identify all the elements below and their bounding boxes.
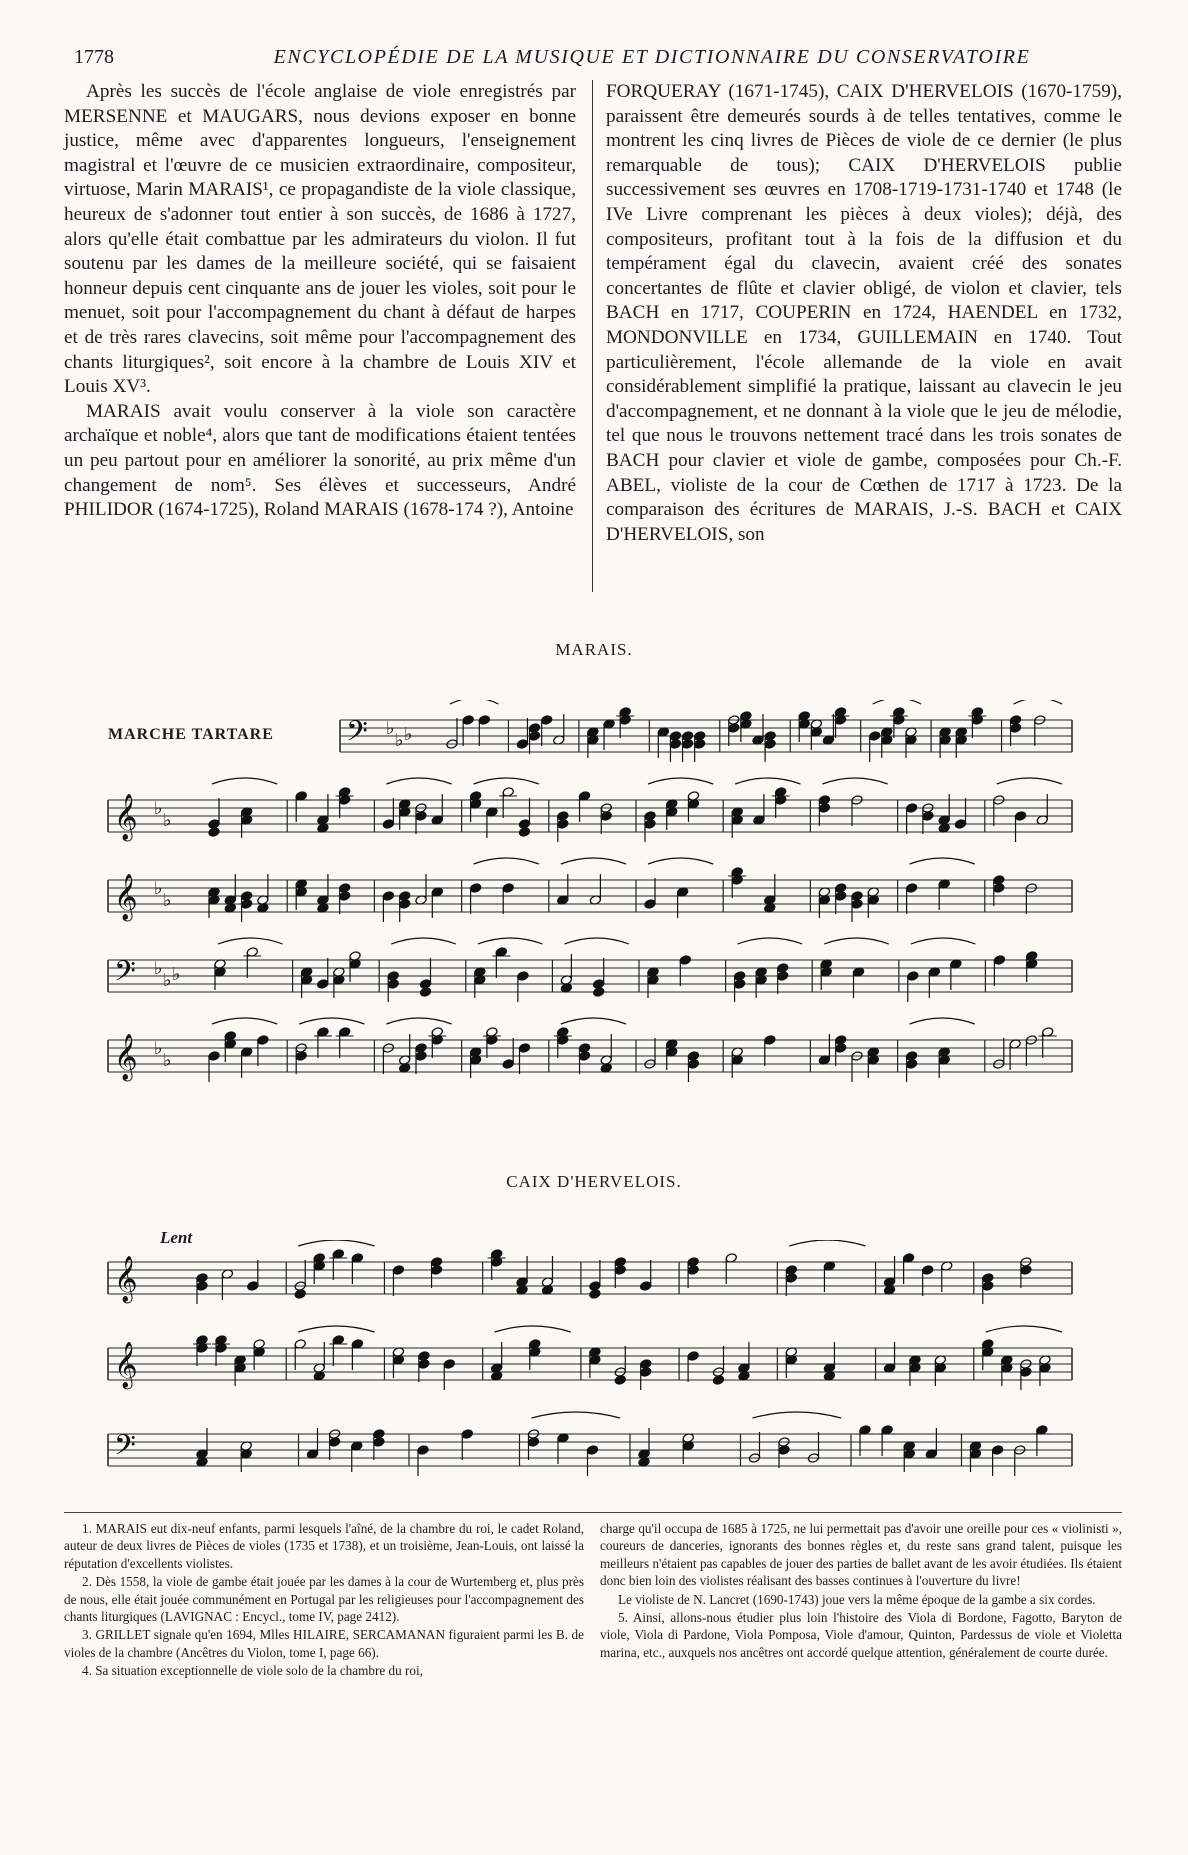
note-head [907, 971, 919, 982]
note-head [478, 715, 490, 726]
note-head [687, 1265, 699, 1276]
page-number: 1778 [74, 46, 114, 68]
key-signature: ♭ [404, 724, 413, 745]
note-head [905, 1059, 917, 1070]
key-signature: ♭ [163, 890, 172, 911]
note-head [527, 1437, 539, 1448]
note-head [851, 899, 863, 910]
note-head [776, 971, 788, 982]
note-head [644, 899, 656, 910]
footnote: 5. Ainsi, allons-nous étudier plus loin l'histoire des Viola di Bordone, Fagotto, Baryton de viole, Viola di Pardone, Viola Pomposa, Viole d'amour, Quinton, Pardessus de viole et Violetta marina, etc., auxquels nos ancêtres ont accordé quelque attention, généralement de courte durée. [600, 1610, 1122, 1660]
footnote: 4. Sa situation exceptionnelle de viole solo de la chambre du roi, [82, 1663, 423, 1679]
note-head [687, 1059, 699, 1070]
tempo-marking: Lent [160, 1228, 193, 1247]
slur [873, 700, 921, 704]
note-head [240, 899, 252, 910]
note-head [196, 1281, 208, 1292]
note-head [257, 1035, 269, 1046]
clef: 𝄢 [346, 715, 368, 755]
key-signature: ♭ [172, 964, 181, 985]
note-head [462, 715, 474, 726]
footnote: 1. MARAIS eut dix-neuf enfants, parmi lesquels l'aîné, de la chambre du roi, le cadet Roland, auteur de deux livres de Pièces de violes (1735 et 1738), et un troisième, Jean-Louis, ont laissé la réputation d'excellents violistes. [64, 1521, 584, 1571]
slur [212, 1018, 277, 1024]
clef: 𝄢 [114, 955, 136, 995]
key-signature: ♭ [154, 958, 163, 979]
note-head [517, 971, 529, 982]
note-head [387, 979, 399, 990]
note-head [208, 827, 220, 838]
slur [561, 858, 626, 864]
slur [738, 938, 803, 944]
slur [298, 1240, 374, 1246]
note-head [430, 1265, 442, 1276]
footnote: 2. Dès 1558, la viole de gambe était jouée par les dames à la cour de Wurtemberg et, plus près de nous, elle était jouée communément en Portugal par les religieuses pour l'accompagnement des chants liturgiques (LAVIGNAC : Encycl., tome IV, page 2412). [64, 1574, 584, 1625]
note-head [328, 1437, 340, 1448]
note-head [693, 739, 705, 750]
note-head [382, 891, 394, 902]
note-head [712, 1375, 724, 1386]
slur [824, 938, 889, 944]
note-head [443, 1359, 455, 1370]
key-signature: ♭ [395, 730, 404, 751]
slur [910, 1018, 975, 1024]
slur [911, 938, 976, 944]
note-head [728, 723, 740, 734]
note-head [993, 883, 1005, 894]
note-head [640, 1281, 652, 1292]
footnotes-right [600, 1520, 1122, 1662]
note-head [681, 739, 693, 750]
note-head [954, 819, 966, 830]
slur [753, 1412, 842, 1418]
note-head [614, 1265, 626, 1276]
slur [1014, 700, 1062, 704]
note-head [415, 811, 427, 822]
note-head [419, 987, 431, 998]
note-head [518, 1043, 530, 1054]
note-head [868, 731, 880, 742]
clef: 𝄞 [114, 1342, 138, 1388]
note-head [578, 1051, 590, 1062]
slur [478, 938, 543, 944]
note-head [382, 819, 394, 830]
note-head [294, 1289, 306, 1300]
note-head [835, 1043, 847, 1054]
note-head [669, 739, 681, 750]
clef: 𝄞 [114, 1256, 138, 1302]
note-head [415, 1051, 427, 1062]
note-head [417, 1445, 429, 1456]
paragraph: FORQUERAY (1671-1745), CAIX D'HERVELOIS (1670-1759), paraissent être demeurés sourds à de telles tentatives, comme le montrent les cinq livres de Pièces de viole de ce dernier (le plus remarquable de tous); CAIX D'HERVELOIS publie successivement ses œuvres en 1708-1719-1731-1740 et 1748 (le IVe Livre comprenant les pièces à deux violes); déjà, des compositeurs, profitant tout à la fois de la diffusion et du tempérament égal du clavecin, avaient créé des sonates concertantes de flûte et clavier obligé, de violon et clavier, tels BACH en 1717, COUPERIN en 1724, HAENDEL en 1732, MONDONVILLE en 1734, GUILLEMAIN en 1740. Tout particulièrement, l'école allemande de la viole en avait considérablement simplifié la pratique, laissant au clavecin le jeu d'accompagnement, et ne donnant à la viole que le jeu de mélodie, tel que nous le trouvons nettement tracé dans les trois sonates de BACH pour clavier et viole de gambe, composées pour Ch.-F. ABEL, violiste de la cour de Cœthen de 1717 à 1723. De la comparaison des écritures de MARAIS, J.-S. BACH et CAIX D'HERVELOIS, son [606, 81, 1122, 545]
note-head [373, 1437, 385, 1448]
slur [474, 858, 539, 864]
note-head [778, 1445, 790, 1456]
note-head [764, 1035, 776, 1046]
footnote: Le violiste de N. Lancret (1690-1743) joue vers la même époque de la gambe a six cordes. [618, 1591, 1096, 1607]
music-example-caix [0, 1240, 1188, 1500]
note-head [1020, 1367, 1032, 1378]
clef: 𝄞 [114, 874, 138, 920]
note-head [835, 891, 847, 902]
clef: 𝄞 [114, 1034, 138, 1080]
key-signature: ♭ [163, 810, 172, 831]
slur [648, 858, 713, 864]
note-head [461, 1429, 473, 1440]
footnote-rule [64, 1512, 1122, 1513]
note-head [679, 955, 691, 966]
note-head [586, 1445, 598, 1456]
note-head [993, 955, 1005, 966]
note-head [764, 739, 776, 750]
slur [910, 858, 975, 864]
note-head [1009, 723, 1021, 734]
key-signature: ♭ [386, 718, 395, 739]
note-head [502, 883, 514, 894]
slur [218, 938, 283, 944]
music-staves-marais [0, 700, 1188, 1090]
piece-title: MARCHE TARTARE [108, 726, 274, 743]
key-signature: ♭ [154, 1038, 163, 1059]
note-head [593, 987, 605, 998]
note-head [818, 803, 830, 814]
note-head [399, 899, 411, 910]
note-head [502, 1059, 514, 1070]
footnote: 3. GRILLET signale qu'en 1694, Mlles HILAIRE, SERCAMANAN figuraient parmi les B. de violes de la chambre (Ancêtres du Violon, tome I, page 66). [64, 1627, 584, 1660]
body-column-right [606, 80, 1122, 547]
note-head [1014, 811, 1026, 822]
note-head [600, 811, 612, 822]
slur [299, 1018, 364, 1024]
note-head [247, 1281, 259, 1292]
slur [789, 1240, 865, 1246]
column-divider [592, 80, 593, 592]
note-head [317, 979, 329, 990]
note-head [991, 1445, 1003, 1456]
note-head [557, 819, 569, 830]
note-head [921, 1265, 933, 1276]
footnote: charge qu'il occupa de 1685 à 1725, ne lui permettait pas d'avoir une oreille pour ces « violinisti », coureurs de danceries, ignorants des bonnes règles et, du reste sans grand talent, puisque les meilleurs n'étaient pas capables de jouer des parties de ballet avant de les avoir étudiées. Ils étaient donc bien loin des violistes réalisant des basses continues à l'ouverture du livre! [600, 1521, 1122, 1589]
slur [474, 778, 539, 784]
slur [986, 1326, 1062, 1332]
slur [391, 938, 456, 944]
note-head [528, 731, 540, 742]
slur [450, 700, 498, 704]
slur [822, 778, 887, 784]
note-head [208, 1051, 220, 1062]
key-signature: ♭ [163, 970, 172, 991]
note-head [614, 1375, 626, 1386]
slur [212, 778, 277, 784]
note-head [469, 883, 481, 894]
note-head [295, 1051, 307, 1062]
paragraph: Après les succès de l'école anglaise de viole enregistrés par MERSENNE et MAUGARS, nous devions exposer en bonne justice, même avec d'apparentes longueurs, l'enseignement magistral et l'œuvre de ce musicien extraordinaire, compositeur, virtuose, Marin MARAIS¹, ce propagandiste de la viole classique, heureux de s'adonner tout entier à son succès, de 1686 à 1727, alors qu'elle était combattue par les admirateurs du violon. Il fut soutenu par les dames de la meilleure société, qui se faisaient honneur depuis cent cinquante ans de jouer les violes, soit pour le menuet, soit pour l'accompagnement du chant à défaut de harpes et de très rares clavecins, soit même pour l'accompagnement des chants liturgiques², soit encore à la chambre de Louis XIV et Louis XV³. [64, 81, 576, 398]
music-staves-caix [0, 1240, 1188, 1500]
slur [386, 1018, 451, 1024]
footnotes-left [64, 1520, 584, 1681]
note-head [922, 811, 934, 822]
note-head [418, 1359, 430, 1370]
page-header [74, 44, 1120, 74]
clef: 𝄞 [114, 794, 138, 840]
note-head [1020, 1265, 1032, 1276]
slur [997, 778, 1062, 784]
running-title: ENCYCLOPÉDIE DE LA MUSIQUE ET DICTIONNAIRE DU CONSERVATOIRE [273, 46, 1031, 68]
note-head [589, 1289, 601, 1300]
slur [648, 778, 713, 784]
slur [532, 1412, 621, 1418]
note-head [982, 1281, 994, 1292]
slur [735, 778, 800, 784]
key-signature: ♭ [163, 1050, 172, 1071]
slur [298, 1326, 374, 1332]
note-head [687, 1351, 699, 1362]
note-head [516, 739, 528, 750]
music-example-marais [0, 700, 1188, 1090]
note-head [518, 827, 530, 838]
slur [495, 1326, 571, 1332]
key-signature: ♭ [154, 798, 163, 819]
clef: 𝄢 [114, 1429, 136, 1469]
slur [561, 1018, 626, 1024]
slur [564, 938, 629, 944]
music-caption-caix: CAIX D'HERVELOIS. [506, 1172, 682, 1191]
note-head [338, 891, 350, 902]
slur [386, 778, 451, 784]
paragraph: MARAIS avait voulu conserver à la viole son caractère archaïque et noble⁴, alors que tant de modifications étaient tentées un peu partout pour en améliorer la sonorité, au prix même d'un changement de nom⁵. Ses élèves et successeurs, André PHILIDOR (1674-1725), Roland MARAIS (1678-174 ?), Antoine [64, 400, 576, 521]
note-head [905, 803, 917, 814]
key-signature: ♭ [154, 878, 163, 899]
body-column-left [64, 80, 576, 523]
note-head [905, 883, 917, 894]
note-head [540, 715, 552, 726]
note-head [644, 819, 656, 830]
music-caption-marais: MARAIS. [555, 640, 633, 659]
note-head [785, 1273, 797, 1284]
note-head [733, 979, 745, 990]
note-head [640, 1367, 652, 1378]
note-head [392, 1265, 404, 1276]
